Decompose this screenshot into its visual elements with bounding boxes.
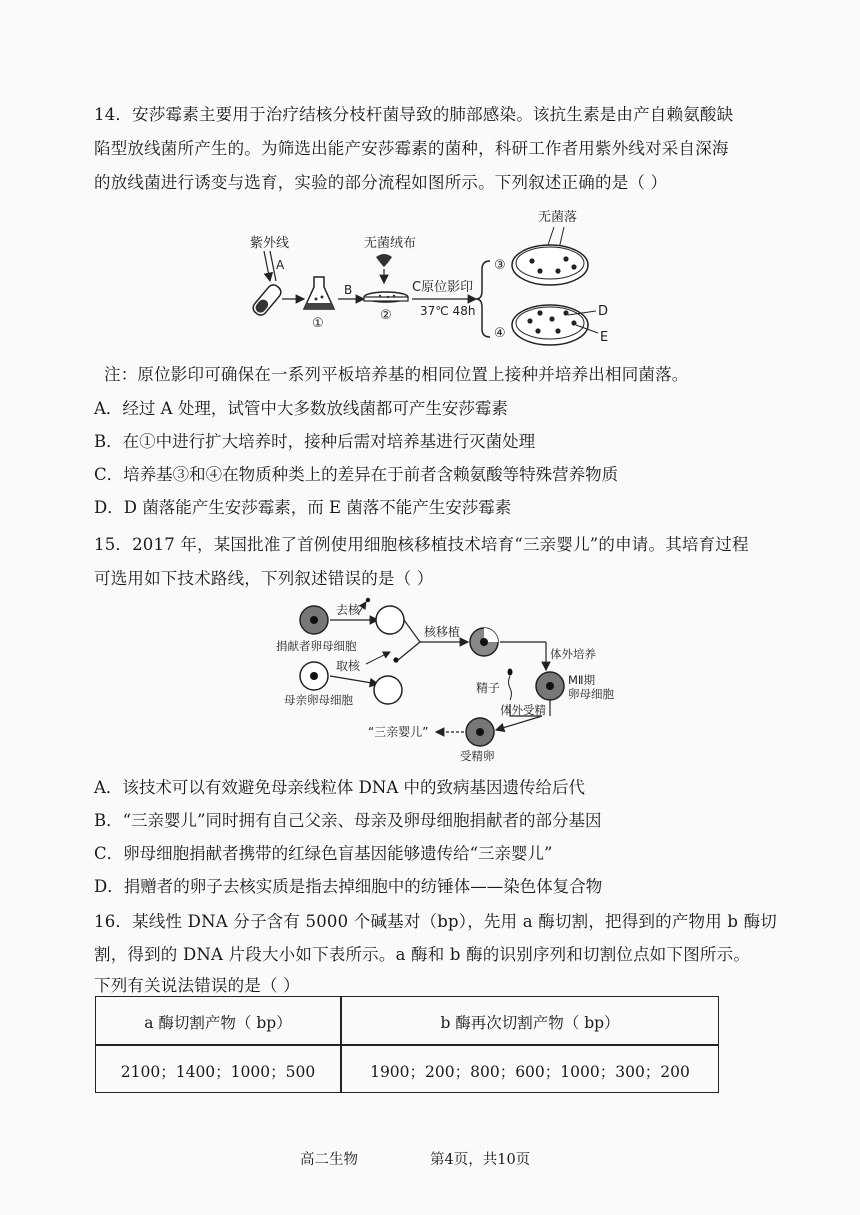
table-cell-a: 2100；1400；1000；500 xyxy=(120,1063,316,1081)
q15-option-b: B．“三亲婴儿”同时拥有自己父亲、母亲及卵母细胞捐献者的部分基因 xyxy=(94,811,602,830)
q15-option-d: D．捐赠者的卵子去核实质是指去掉细胞中的纺锤体——染色体复合物 xyxy=(94,877,603,896)
no-colony-label: 无菌落 xyxy=(538,210,578,225)
plate-3-icon xyxy=(512,245,588,285)
reconstructed-cell-icon xyxy=(470,628,498,656)
mii-oocyte-icon xyxy=(536,672,564,700)
take-nucleus-label: 取核 xyxy=(336,659,361,673)
uv-label: 紫外线 xyxy=(250,236,290,251)
plate-4-number: ④ xyxy=(494,326,506,341)
donor-label: 捐献者卵母细胞 xyxy=(276,639,357,653)
d-label: D xyxy=(598,304,609,319)
mii-label: MⅡ期 xyxy=(568,673,596,687)
q14-option-d: D．D 菌落能产生安莎霉素，而 E 菌落不能产生安莎霉素 xyxy=(94,498,512,517)
q14-line-1: 14．安莎霉素主要用于治疗结核分枝杆菌导致的肺部感染。该抗生素是由产自赖氨酸缺 xyxy=(94,105,734,124)
c-label: C原位影印 xyxy=(412,280,474,295)
q16-line-1: 16．某线性 DNA 分子含有 5000 个碱基对（bp），先用 a 酶切割，把得到的产物用 b 酶切 xyxy=(94,912,778,931)
q16-table xyxy=(95,996,719,1093)
q15-figure xyxy=(270,592,650,764)
mother-remaining-cell-icon xyxy=(374,676,402,704)
table-header-b: b 酶再次切割产物（ bp） xyxy=(440,1014,620,1032)
velvet-label: 无菌绒布 xyxy=(364,236,417,251)
flask-number: ① xyxy=(312,316,324,331)
baby-label: “三亲婴儿” xyxy=(368,725,429,739)
q14-figure xyxy=(240,205,640,353)
ivf-label: 体外受精 xyxy=(500,703,546,717)
q15-option-c: C．卵母细胞捐献者携带的红绿色盲基因能够遗传给“三亲婴儿” xyxy=(94,844,553,863)
q14-line-2: 陷型放线菌所产生的。为筛选出能产安莎霉素的菌种，科研工作者用紫外线对采自深海 xyxy=(94,139,729,158)
q16-line-3: 下列有关说法错误的是（ ） xyxy=(94,976,300,995)
q15-option-a: A．该技术可以有效避免母亲线粒体 DNA 中的致病基因遗传给后代 xyxy=(94,778,585,797)
test-tube-icon xyxy=(251,282,284,317)
q14-option-c: C．培养基③和④在物质种类上的差异在于前者含赖氨酸等特殊营养物质 xyxy=(94,465,619,484)
donor-oocyte-icon xyxy=(300,606,328,634)
plate-3-number: ③ xyxy=(494,258,506,273)
q16-line-2: 割，得到的 DNA 片段大小如下表所示。a 酶和 b 酶的识别序列和切割位点如下图所示。 xyxy=(94,945,751,964)
q14-line-3: 的放线菌进行诱变与选育，实验的部分流程如图所示。下列叙述正确的是（ ） xyxy=(94,173,668,192)
flask-icon xyxy=(304,277,334,309)
a-label: A xyxy=(276,258,285,272)
q14-option-b: B．在①中进行扩大培养时，接种后需对培养基进行灭菌处理 xyxy=(94,432,536,451)
zygote-icon xyxy=(466,718,494,746)
plate-2-icon xyxy=(364,292,408,302)
sperm-icon xyxy=(508,669,513,701)
enucleate-label: 去核 xyxy=(336,603,361,617)
oocyte-label: 卵母细胞 xyxy=(568,687,614,701)
nuclear-transfer-label: 核移植 xyxy=(424,625,461,639)
q14-option-a: A．经过 A 处理，试管中大多数放线菌都可产生安莎霉素 xyxy=(94,399,508,418)
q15-line-2: 可选用如下技术路线，下列叙述错误的是（ ） xyxy=(94,569,434,588)
sperm-label: 精子 xyxy=(476,681,501,695)
table-header-a: a 酶切割产物（ bp） xyxy=(144,1014,292,1032)
in-vitro-culture-label: 体外培养 xyxy=(550,647,596,661)
velvet-stamp-icon xyxy=(376,254,392,267)
mother-label: 母亲卵母细胞 xyxy=(284,693,353,707)
enucleated-cell-icon xyxy=(376,606,404,634)
mother-oocyte-icon xyxy=(300,662,328,690)
plate-2-number: ② xyxy=(380,308,392,323)
footer-page: 第4页，共10页 xyxy=(430,1152,531,1168)
table-cell-b: 1900；200；800；600；1000；300；200 xyxy=(370,1063,690,1081)
condition-label: 37℃ 48h xyxy=(420,304,476,318)
zygote-label: 受精卵 xyxy=(460,749,495,763)
q15-line-1: 15．2017 年，某国批准了首例使用细胞核移植技术培育“三亲婴儿”的申请。其培育过程 xyxy=(94,535,749,554)
q14-note: 注：原位影印可确保在一系列平板培养基的相同位置上接种并培养出相同菌落。 xyxy=(104,365,689,384)
b-label: B xyxy=(344,283,353,297)
e-label: E xyxy=(600,330,609,345)
footer-subject: 高二生物 xyxy=(300,1152,358,1168)
